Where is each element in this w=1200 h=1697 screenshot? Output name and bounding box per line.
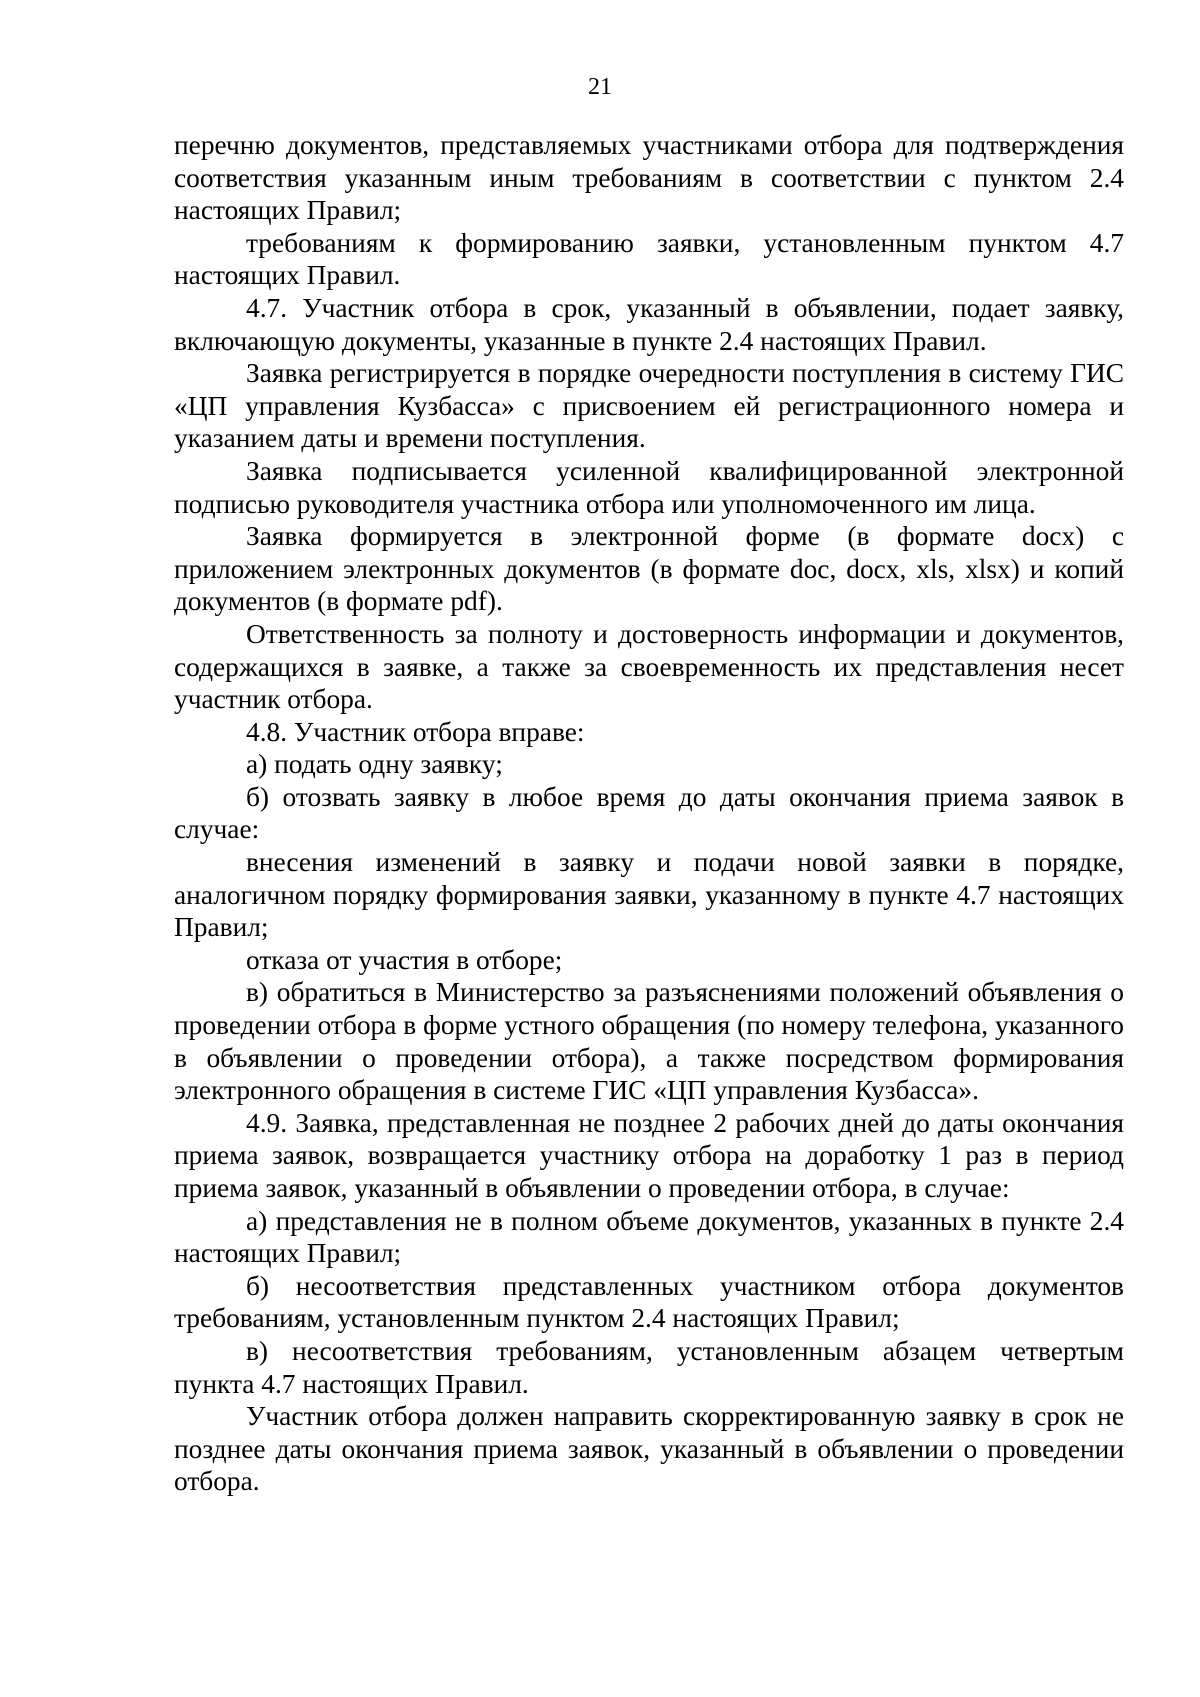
paragraph-8: 4.8. Участник отбора вправе:	[246, 716, 585, 747]
paragraph-16: б) несоответствия представленных участником отбора документов требованиям, установленным пунктом 2.4 настоящих Правил;	[174, 1270, 1124, 1334]
paragraph-6: Заявка формируется в электронной форме (в формате docx) с приложением электронных документов (в формате doc, docx, xls, xlsx) и копий документов (в формате pdf).	[174, 521, 1124, 617]
paragraph-17: в) несоответствия требованиям, установленным абзацем четвертым пункта 4.7 настоящих Правил.	[174, 1335, 1124, 1399]
paragraph-12: отказа от участия в отборе;	[246, 944, 563, 975]
page-number: 21	[588, 74, 612, 100]
paragraph-10: б) отозвать заявку в любое время до даты окончания приема заявок в случае:	[174, 781, 1124, 845]
document-body	[174, 129, 1124, 1498]
paragraph-18: Участник отбора должен направить скорректированную заявку в срок не позднее даты окончания приема заявок, указанный в объявлении о проведении отбора.	[174, 1401, 1124, 1497]
paragraph-2: требованиям к формированию заявки, установленным пунктом 4.7 настоящих Правил.	[174, 227, 1124, 291]
paragraph-15: а) представления не в полном объеме документов, указанных в пункте 2.4 настоящих Правил;	[174, 1205, 1124, 1269]
paragraph-1: перечню документов, представляемых участниками отбора для подтверждения соответствия указанным иным требованиям в соответствии с пунктом 2.4 настоящих Правил;	[174, 130, 1124, 226]
paragraph-3: 4.7. Участник отбора в срок, указанный в объявлении, подает заявку, включающую документы, указанные в пункте 2.4 настоящих Правил.	[174, 292, 1124, 356]
paragraph-14: 4.9. Заявка, представленная не позднее 2 рабочих дней до даты окончания приема заявок, возвращается участнику отбора на доработку 1 раз в период приема заявок, указанный в объявлении о проведении отбора, в случае:	[174, 1107, 1124, 1203]
paragraph-11: внесения изменений в заявку и подачи новой заявки в порядке, аналогичном порядку формирования заявки, указанному в пункте 4.7 настоящих Правил;	[174, 847, 1124, 943]
paragraph-13: в) обратиться в Министерство за разъяснениями положений объявления о проведении отбора в форме устного обращения (по номеру телефона, указанного в объявлении о проведении отбора), а также посредством формирования электронного обращения в системе ГИС «ЦП управления Кузбасса».	[174, 977, 1124, 1106]
paragraph-4: Заявка регистрируется в порядке очередности поступления в систему ГИС «ЦП управления Кузбасса» с присвоением ей регистрационного номера и указанием даты и времени поступления.	[174, 358, 1124, 454]
paragraph-7: Ответственность за полноту и достоверность информации и документов, содержащихся в заявке, а также за своевременность их представления несет участник отбора.	[174, 618, 1124, 715]
paragraph-9: а) подать одну заявку;	[246, 749, 503, 780]
paragraph-5: Заявка подписывается усиленной квалифицированной электронной подписью руководителя участника отбора или уполномоченного им лица.	[174, 455, 1124, 519]
